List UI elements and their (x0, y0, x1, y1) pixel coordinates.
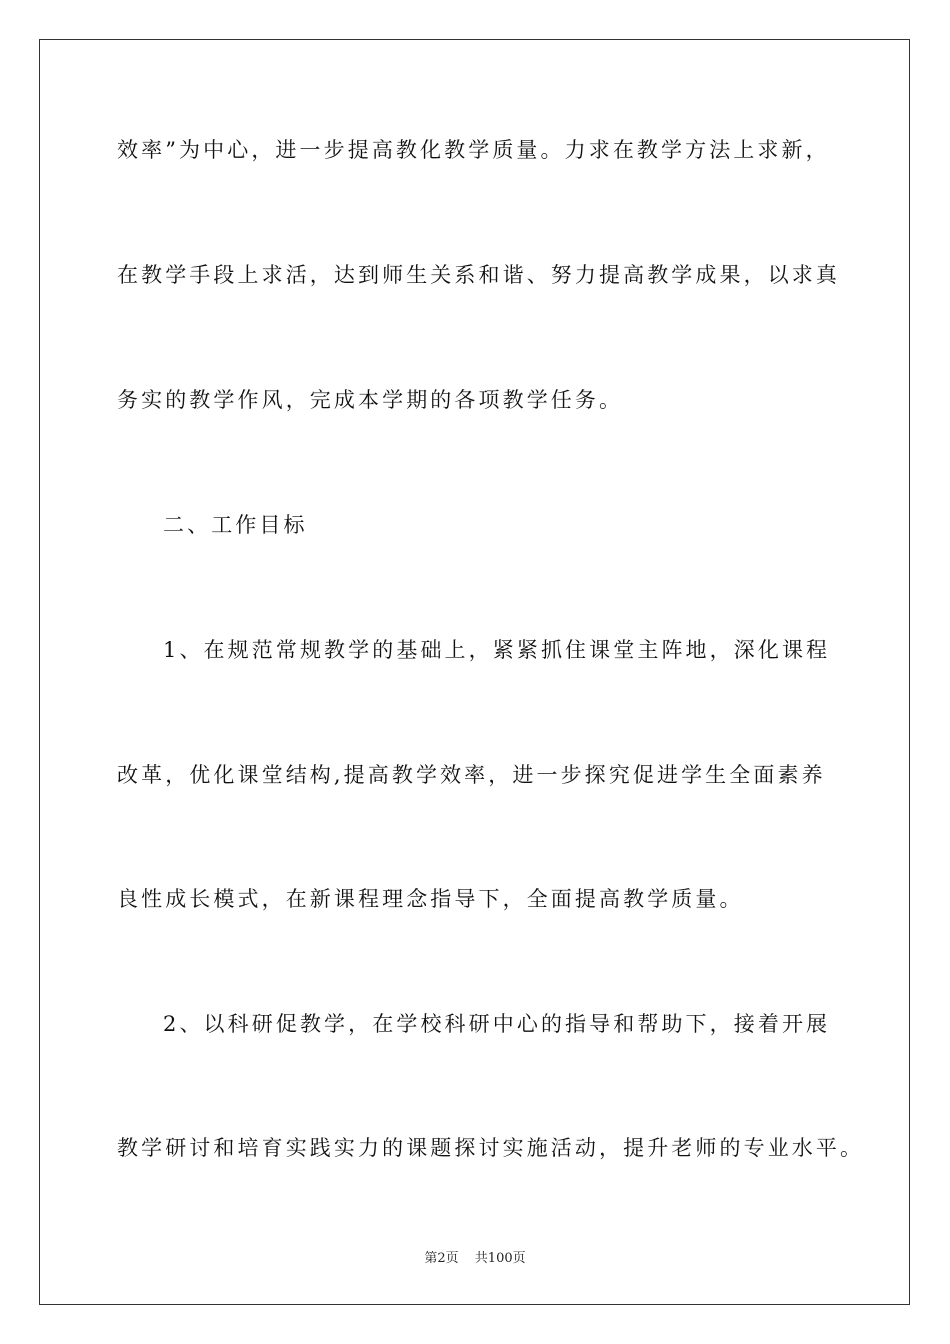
text-line-8: 2、以科研促教学，在学校科研中心的指导和帮助下，接着开展 (163, 1012, 831, 1036)
text-line-9: 教学研讨和培育实践实力的课题探讨实施活动，提升老师的专业水平。 (117, 1136, 865, 1160)
section-heading: 二、工作目标 (163, 513, 308, 537)
page-footer (0, 1247, 950, 1266)
text-line-3: 务实的教学作风，完成本学期的各项教学任务。 (117, 388, 624, 412)
text-line-2: 在教学手段上求活，达到师生关系和谐、努力提高教学成果，以求真 (117, 263, 840, 287)
text-line-7: 良性成长模式，在新课程理念指导下，全面提高教学质量。 (117, 887, 744, 911)
text-line-5: 1、在规范常规教学的基础上，紧紧抓住课堂主阵地，深化课程 (163, 638, 831, 662)
text-line-6: 改革，优化课堂结构,提高教学效率，进一步探究促进学生全面素养 (117, 763, 826, 787)
page-total: 共100页 (474, 1251, 526, 1266)
page-number: 第2页 (424, 1251, 459, 1266)
page-border (39, 39, 910, 1305)
text-line-1: 效率”为中心，进一步提高教化教学质量。力求在教学方法上求新， (117, 138, 830, 162)
